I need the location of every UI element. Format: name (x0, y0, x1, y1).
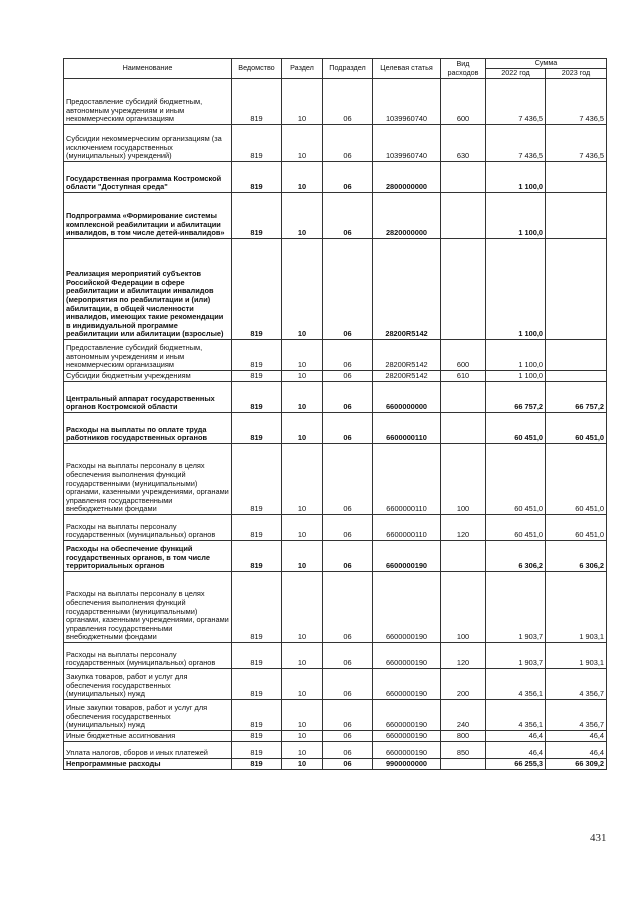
row-vid: 630 (441, 125, 486, 162)
row-name: Иные закупки товаров, работ и услуг для обеспечения государственных (муниципальных) нужд (64, 700, 232, 731)
table-row (64, 669, 607, 700)
row-vid: 610 (441, 371, 486, 382)
row-sum-2023 (546, 340, 607, 371)
row-name: Уплата налогов, сборов и иных платежей (64, 742, 232, 759)
row-vedomstvo: 819 (232, 340, 282, 371)
row-celevaya: 6600000190 (373, 572, 441, 643)
row-sum-2022: 60 451,0 (486, 515, 546, 541)
row-sum-2022: 66 757,2 (486, 382, 546, 413)
row-podrazdel: 06 (323, 79, 373, 125)
row-sum-2023: 60 451,0 (546, 515, 607, 541)
row-sum-2023: 60 451,0 (546, 444, 607, 515)
row-vedomstvo: 819 (232, 515, 282, 541)
row-sum-2022: 1 100,0 (486, 239, 546, 340)
table-row (64, 162, 607, 193)
row-sum-2022: 46,4 (486, 731, 546, 742)
row-sum-2023 (546, 193, 607, 239)
row-name: Иные бюджетные ассигнования (64, 731, 232, 742)
row-vedomstvo: 819 (232, 162, 282, 193)
row-sum-2023: 1 903,1 (546, 572, 607, 643)
row-vid: 120 (441, 515, 486, 541)
row-vid: 600 (441, 340, 486, 371)
table-row (64, 731, 607, 742)
row-celevaya: 1039960740 (373, 125, 441, 162)
row-name: Расходы на выплаты по оплате труда работников государственных органов (64, 413, 232, 444)
row-podrazdel: 06 (323, 125, 373, 162)
table-row (64, 239, 607, 340)
row-sum-2022: 66 255,3 (486, 759, 546, 770)
row-vedomstvo: 819 (232, 742, 282, 759)
row-name: Субсидии некоммерческим организациям (за исключением государственных (муниципальных) учреждений) (64, 125, 232, 162)
row-podrazdel: 06 (323, 382, 373, 413)
row-vedomstvo: 819 (232, 239, 282, 340)
row-vid (441, 541, 486, 572)
row-vedomstvo: 819 (232, 643, 282, 669)
row-vid (441, 382, 486, 413)
row-vedomstvo: 819 (232, 572, 282, 643)
table-row (64, 413, 607, 444)
row-sum-2022: 4 356,1 (486, 669, 546, 700)
row-celevaya: 2820000000 (373, 193, 441, 239)
row-name: Расходы на выплаты персоналу в целях обеспечения выполнения функций государственными (муниципальными) органами, казенными учреждениями, органами управления государственными внебюджетными фондами (64, 444, 232, 515)
header-year-2023: 2023 год (546, 69, 607, 79)
row-podrazdel: 06 (323, 669, 373, 700)
row-name: Субсидии бюджетным учреждениям (64, 371, 232, 382)
row-celevaya: 6600000190 (373, 731, 441, 742)
header-razdel: Раздел (282, 59, 323, 79)
row-podrazdel: 06 (323, 515, 373, 541)
row-name: Подпрограмма «Формирование системы комплексной реабилитации и абилитации инвалидов, в том числе детей-инвалидов» (64, 193, 232, 239)
row-sum-2022: 46,4 (486, 742, 546, 759)
table-row (64, 193, 607, 239)
row-vedomstvo: 819 (232, 541, 282, 572)
row-celevaya: 6600000110 (373, 515, 441, 541)
row-vedomstvo: 819 (232, 700, 282, 731)
row-vedomstvo: 819 (232, 382, 282, 413)
row-vid (441, 413, 486, 444)
row-celevaya: 6600000000 (373, 382, 441, 413)
row-vid (441, 759, 486, 770)
row-sum-2023: 66 757,2 (546, 382, 607, 413)
row-podrazdel: 06 (323, 444, 373, 515)
row-celevaya: 6600000110 (373, 413, 441, 444)
row-celevaya: 6600000110 (373, 444, 441, 515)
row-razdel: 10 (282, 125, 323, 162)
row-podrazdel: 06 (323, 572, 373, 643)
row-podrazdel: 06 (323, 239, 373, 340)
row-razdel: 10 (282, 700, 323, 731)
row-razdel: 10 (282, 413, 323, 444)
row-vedomstvo: 819 (232, 444, 282, 515)
row-name: Предоставление субсидий бюджетным, автономным учреждениям и иным некоммерческим организациям (64, 79, 232, 125)
row-sum-2022: 1 100,0 (486, 340, 546, 371)
row-vid: 850 (441, 742, 486, 759)
row-sum-2022: 1 903,7 (486, 643, 546, 669)
row-vid (441, 239, 486, 340)
row-sum-2023 (546, 371, 607, 382)
row-sum-2022: 7 436,5 (486, 125, 546, 162)
row-razdel: 10 (282, 572, 323, 643)
row-name: Непрограммные расходы (64, 759, 232, 770)
table-row (64, 700, 607, 731)
row-sum-2023 (546, 239, 607, 340)
row-name: Закупка товаров, работ и услуг для обеспечения государственных (муниципальных) нужд (64, 669, 232, 700)
row-celevaya: 9900000000 (373, 759, 441, 770)
row-name: Предоставление субсидий бюджетным, автономным учреждениям и иным некоммерческим организациям (64, 340, 232, 371)
row-vid: 240 (441, 700, 486, 731)
row-name: Центральный аппарат государственных органов Костромской области (64, 382, 232, 413)
row-celevaya: 6600000190 (373, 643, 441, 669)
row-vid: 100 (441, 572, 486, 643)
row-sum-2023: 1 903,1 (546, 643, 607, 669)
row-razdel: 10 (282, 79, 323, 125)
row-sum-2023: 46,4 (546, 742, 607, 759)
row-sum-2023: 46,4 (546, 731, 607, 742)
header-vid: Вид расходов (441, 59, 486, 79)
row-vedomstvo: 819 (232, 413, 282, 444)
row-razdel: 10 (282, 515, 323, 541)
row-podrazdel: 06 (323, 643, 373, 669)
row-razdel: 10 (282, 162, 323, 193)
header-celevaya: Целевая статья (373, 59, 441, 79)
row-sum-2023: 7 436,5 (546, 125, 607, 162)
table-row (64, 515, 607, 541)
row-podrazdel: 06 (323, 193, 373, 239)
row-podrazdel: 06 (323, 742, 373, 759)
row-name: Расходы на выплаты персоналу государственных (муниципальных) органов (64, 643, 232, 669)
row-vid: 800 (441, 731, 486, 742)
table-row (64, 382, 607, 413)
row-vid: 120 (441, 643, 486, 669)
table-row (64, 79, 607, 125)
row-vedomstvo: 819 (232, 193, 282, 239)
row-sum-2022: 60 451,0 (486, 444, 546, 515)
row-celevaya: 6600000190 (373, 669, 441, 700)
row-celevaya: 2800000000 (373, 162, 441, 193)
row-podrazdel: 06 (323, 340, 373, 371)
header-podrazdel: Подраздел (323, 59, 373, 79)
table-row (64, 340, 607, 371)
table-row (64, 541, 607, 572)
row-celevaya: 28200R5142 (373, 340, 441, 371)
row-vedomstvo: 819 (232, 79, 282, 125)
row-vid: 600 (441, 79, 486, 125)
row-vid (441, 162, 486, 193)
row-razdel: 10 (282, 444, 323, 515)
table-row (64, 742, 607, 759)
row-razdel: 10 (282, 193, 323, 239)
row-vid: 200 (441, 669, 486, 700)
row-celevaya: 28200R5142 (373, 371, 441, 382)
table-row (64, 759, 607, 770)
row-razdel: 10 (282, 742, 323, 759)
budget-table (63, 58, 607, 770)
row-razdel: 10 (282, 669, 323, 700)
table-row (64, 371, 607, 382)
header-summa: Сумма (486, 59, 607, 69)
row-razdel: 10 (282, 340, 323, 371)
header-vedomstvo: Ведомство (232, 59, 282, 79)
document-page (63, 58, 606, 770)
header-year-2022: 2022 год (486, 69, 546, 79)
row-sum-2022: 1 100,0 (486, 193, 546, 239)
table-row (64, 444, 607, 515)
row-vedomstvo: 819 (232, 371, 282, 382)
row-vedomstvo: 819 (232, 731, 282, 742)
row-name: Расходы на выплаты персоналу в целях обеспечения выполнения функций государственными (муниципальными) органами, казенными учреждениями, органами управления государственными внебюджетными фондами (64, 572, 232, 643)
row-celevaya: 6600000190 (373, 742, 441, 759)
row-vedomstvo: 819 (232, 759, 282, 770)
row-podrazdel: 06 (323, 413, 373, 444)
row-sum-2023: 66 309,2 (546, 759, 607, 770)
row-sum-2023: 60 451,0 (546, 413, 607, 444)
row-name: Расходы на обеспечение функций государственных органов, в том числе территориальных органов (64, 541, 232, 572)
row-razdel: 10 (282, 371, 323, 382)
row-podrazdel: 06 (323, 759, 373, 770)
row-celevaya: 6600000190 (373, 541, 441, 572)
row-sum-2023 (546, 162, 607, 193)
row-sum-2023: 4 356,7 (546, 669, 607, 700)
row-celevaya: 1039960740 (373, 79, 441, 125)
table-row (64, 125, 607, 162)
table-body (64, 79, 607, 770)
row-name: Государственная программа Костромской области "Доступная среда" (64, 162, 232, 193)
row-podrazdel: 06 (323, 162, 373, 193)
row-sum-2023: 6 306,2 (546, 541, 607, 572)
row-sum-2022: 4 356,1 (486, 700, 546, 731)
row-razdel: 10 (282, 239, 323, 340)
row-sum-2022: 60 451,0 (486, 413, 546, 444)
table-row (64, 572, 607, 643)
row-sum-2022: 7 436,5 (486, 79, 546, 125)
row-celevaya: 6600000190 (373, 700, 441, 731)
row-vid: 100 (441, 444, 486, 515)
row-sum-2023: 4 356,7 (546, 700, 607, 731)
row-sum-2022: 1 903,7 (486, 572, 546, 643)
row-sum-2023: 7 436,5 (546, 79, 607, 125)
row-podrazdel: 06 (323, 700, 373, 731)
table-row (64, 643, 607, 669)
row-podrazdel: 06 (323, 731, 373, 742)
row-vid (441, 193, 486, 239)
row-vedomstvo: 819 (232, 125, 282, 162)
row-name: Реализация мероприятий субъектов Российской Федерации в сфере реабилитации и абилитации инвалидов (мероприятия по реабилитации и (или) абилитации, в общей численности инвалидов, имеющих такие рекомендации в индивидуальной программе реабилитации или абилитации (взрослые) (64, 239, 232, 340)
row-razdel: 10 (282, 643, 323, 669)
row-razdel: 10 (282, 731, 323, 742)
row-razdel: 10 (282, 382, 323, 413)
row-sum-2022: 6 306,2 (486, 541, 546, 572)
row-razdel: 10 (282, 759, 323, 770)
row-sum-2022: 1 100,0 (486, 371, 546, 382)
row-podrazdel: 06 (323, 371, 373, 382)
row-razdel: 10 (282, 541, 323, 572)
row-name: Расходы на выплаты персоналу государственных (муниципальных) органов (64, 515, 232, 541)
row-celevaya: 28200R5142 (373, 239, 441, 340)
row-podrazdel: 06 (323, 541, 373, 572)
row-vedomstvo: 819 (232, 669, 282, 700)
header-name: Наименование (64, 59, 232, 79)
row-sum-2022: 1 100,0 (486, 162, 546, 193)
page-number: 431 (590, 832, 607, 844)
